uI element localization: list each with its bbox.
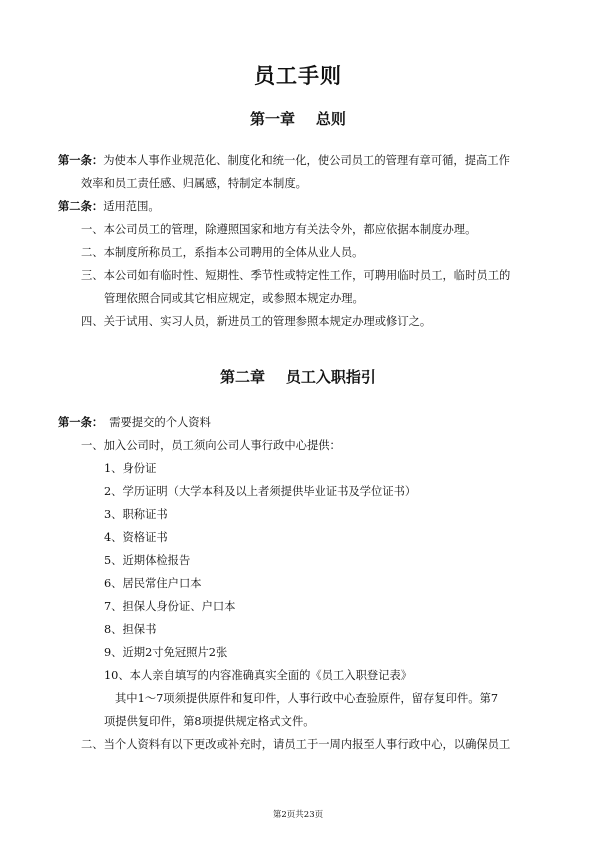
- ch2-article1-label: 第一条：: [58, 416, 104, 429]
- ch1-item-3-cont: 管理依照合同或其它相应规定，或参照本规定办理。: [104, 292, 364, 305]
- doc-item-2: 2、学历证明（大学本科及以上者须提供毕业证书及学位证书）: [104, 485, 417, 498]
- doc-item-6: 6、居民常住户口本: [104, 577, 202, 590]
- doc-item-8: 8、担保书: [104, 623, 157, 636]
- doc-item-7: 7、担保人身份证、户口本: [104, 600, 236, 613]
- ch1-article1-text1: 为使本人事作业规范化、制度化和统一化，使公司员工的管理有章可循，提高工作: [103, 154, 510, 167]
- doc-item-1: 1、身份证: [104, 462, 157, 475]
- ch1-item-3: 三、本公司如有临时性、短期性、季节性或特定性工作，可聘用临时员工，临时员工的: [81, 269, 511, 282]
- ch1-article2: [58, 199, 160, 214]
- ch2-item-2: 二、当个人资料有以下更改或补充时，请员工于一周内报至人事行政中心，以确保员工: [81, 738, 511, 751]
- doc-item-4: 4、资格证书: [104, 531, 168, 544]
- ch1-article1-line1: [58, 153, 510, 168]
- chapter1-heading: 第一章 总则: [250, 110, 346, 128]
- chapter2-heading: 第二章 员工入职指引: [220, 368, 376, 386]
- ch1-article1-line2: 效率和员工责任感、归属感，特制定本制度。: [81, 177, 307, 190]
- ch1-item-1: 一、本公司员工的管理，除遵照国家和地方有关法令外，都应依据本制度办理。: [81, 223, 477, 236]
- doc-item-10: 10、本人亲自填写的内容准确真实全面的《员工入职登记表》: [104, 669, 413, 682]
- doc-item-3: 3、职称证书: [104, 508, 168, 521]
- ch2-note-line2: 项提供复印件，第8项提供规定格式文件。: [104, 715, 315, 728]
- ch1-article2-label: 第二条：: [58, 200, 104, 213]
- doc-item-5: 5、近期体检报告: [104, 554, 191, 567]
- ch2-note-line1: 其中1～7项须提供原件和复印件，人事行政中心查验原件，留存复印件。第7: [115, 692, 499, 705]
- ch1-item-2: 二、本制度所称员工，系指本公司聘用的全体从业人员。: [81, 246, 364, 259]
- ch2-article1-text: 需要提交的个人资料: [109, 416, 211, 429]
- ch1-item-4: 四、关于试用、实习人员，新进员工的管理参照本规定办理或修订之。: [81, 315, 432, 328]
- doc-item-9: 9、近期2寸免冠照片2张: [104, 646, 228, 659]
- document-title: 员工手则: [254, 64, 342, 88]
- page-footer: 第2页共23页: [272, 810, 324, 820]
- ch2-item-1: 一、加入公司时，员工须向公司人事行政中心提供：: [81, 439, 341, 452]
- ch1-article2-text: 适用范围。: [103, 200, 160, 213]
- ch2-article1: [58, 415, 211, 430]
- ch1-article1-label: 第一条：: [58, 154, 104, 167]
